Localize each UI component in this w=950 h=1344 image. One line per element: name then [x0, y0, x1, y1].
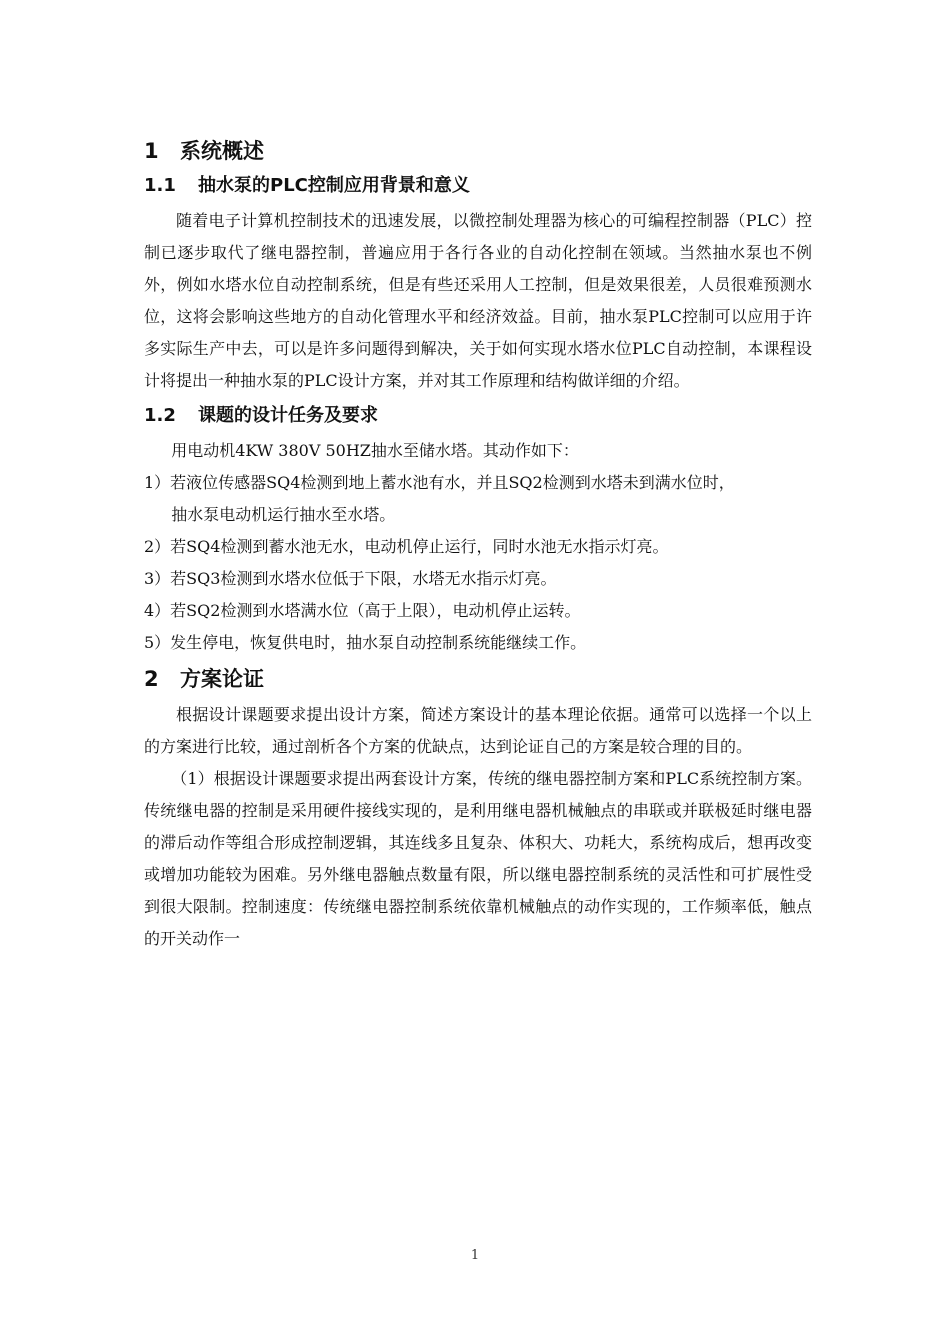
section-title: 方案论证	[180, 667, 264, 691]
list-item-continuation: 抽水泵电动机运行抽水至水塔。	[171, 505, 396, 524]
body-paragraph: 随着电子计算机控制技术的迅速发展，以微控制处理器为核心的可编程控制器（PLC）控制已逐步取代了继电器控制，普遍应用于各行各业的自动化控制在领域。当然抽水泵也不例外，例如水塔水位自动控制系统，但是有些还采用人工控制，但是效果很差，人员很难预测水位，这将会影响这些地方的自动化管理水平和经济效益。目前，抽水泵PLC控制可以应用于许多实际生产中去，可以是许多问题得到解决，关于如何实现水塔水位PLC自动控制，本课程设计将提出一种抽水泵的PLC设计方案，并对其工作原理和结构做详细的介绍。	[144, 211, 812, 390]
list-item: 1）若液位传感器SQ4检测到地上蓄水池有水，并且SQ2检测到水塔未到满水位时，	[144, 473, 735, 492]
list-item: 3）若SQ3检测到水塔水位低于下限，水塔无水指示灯亮。	[144, 569, 557, 588]
section-heading-1-2	[144, 401, 812, 431]
task-intro: 用电动机4KW 380V 50HZ抽水至储水塔。其动作如下：	[171, 441, 579, 460]
page-number: 1	[470, 1248, 480, 1263]
section-heading-1	[144, 135, 812, 167]
list-item: 2）若SQ4检测到蓄水池无水，电动机停止运行，同时水池无水指示灯亮。	[144, 537, 669, 556]
section-heading-1-1	[144, 171, 812, 201]
section-number: 2	[144, 667, 159, 691]
section-number: 1.2	[144, 405, 176, 426]
section-title: 系统概述	[180, 139, 264, 163]
list-item: 5）发生停电，恢复供电时，抽水泵自动控制系统能继续工作。	[144, 633, 587, 652]
section-title: 课题的设计任务及要求	[198, 405, 378, 426]
list-item: 4）若SQ2检测到水塔满水位（高于上限），电动机停止运转。	[144, 601, 581, 620]
body-paragraph: （1）根据设计课题要求提出两套设计方案，传统的继电器控制方案和PLC系统控制方案。传统继电器的控制是采用硬件接线实现的，是利用继电器机械触点的串联或并联极延时继电器的滞后动作等组合形成控制逻辑，其连线多且复杂、体积大、功耗大，系统构成后，想再改变或增加功能较为困难。另外继电器触点数量有限，所以继电器控制系统的灵活性和可扩展性受到很大限制。控制速度：传统继电器控制系统依靠机械触点的动作实现的，工作频率低，触点的开关动作一	[144, 769, 812, 948]
body-paragraph: 根据设计课题要求提出设计方案，简述方案设计的基本理论依据。通常可以选择一个以上的方案进行比较，通过剖析各个方案的优缺点，达到论证自己的方案是较合理的目的。	[144, 705, 812, 756]
section-number: 1	[144, 139, 159, 163]
section-heading-2	[144, 663, 812, 695]
section-number: 1.1	[144, 175, 176, 196]
section-title: 抽水泵的PLC控制应用背景和意义	[198, 175, 470, 196]
page-content	[144, 135, 812, 955]
